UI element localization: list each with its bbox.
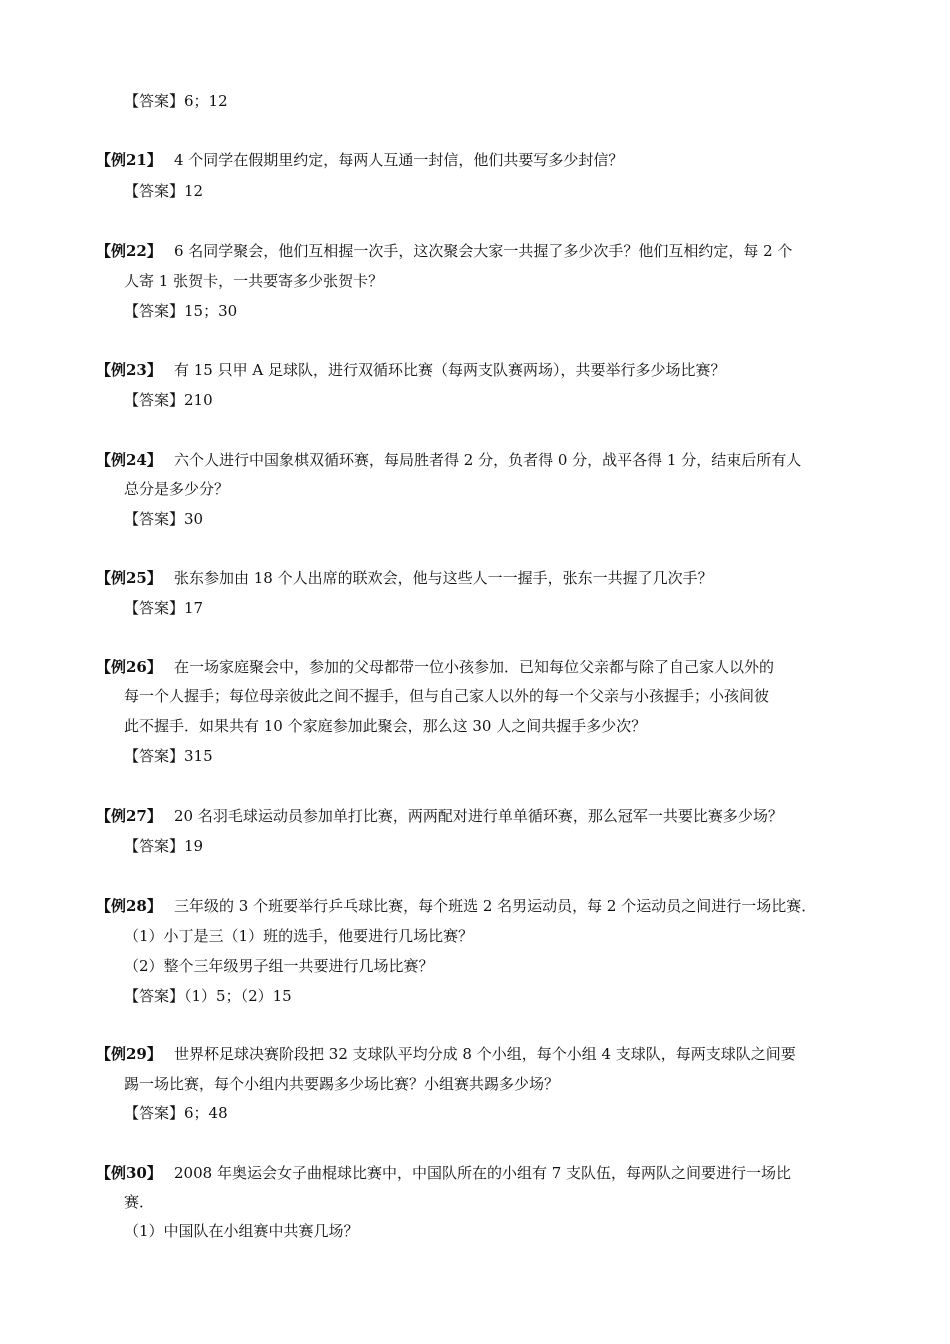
- example-28-answer: 【答案】（1）5；（2）15: [124, 987, 292, 1005]
- example-23-question-line-1: 有 15 只甲 A 足球队，进行双循环比赛（每两支队赛两场），共要举行多少场比赛？: [174, 361, 726, 379]
- example-21-answer: 【答案】12: [124, 182, 204, 200]
- example-24-label: 【例24】: [96, 451, 162, 469]
- example-29-label: 【例29】: [96, 1045, 162, 1063]
- example-24-question-line-2: 总分是多少分？: [124, 480, 230, 498]
- example-23-label: 【例23】: [96, 361, 162, 379]
- example-22-question-line-2: 人寄 1 张贺卡，一共要寄多少张贺卡？: [124, 272, 384, 290]
- example-22-question-line-1: 6 名同学聚会，他们互相握一次手，这次聚会大家一共握了多少次手？他们互相约定，每 2 个: [174, 242, 793, 260]
- example-24-question-line-1: 六个人进行中国象棋双循环赛，每局胜者得 2 分，负者得 0 分，战平各得 1 分，结束后所有人: [174, 451, 802, 469]
- example-22-answer: 【答案】15；30: [124, 302, 238, 320]
- example-30-question-line-2: 赛．: [124, 1193, 155, 1211]
- example-27-question-line-1: 20 名羽毛球运动员参加单打比赛，两两配对进行单单循环赛，那么冠军一共要比赛多少场？: [174, 807, 783, 825]
- example-21-label: 【例21】: [96, 151, 162, 169]
- answer-previous: 【答案】6；12: [124, 92, 228, 110]
- example-25-label: 【例25】: [96, 569, 162, 587]
- example-30-label: 【例30】: [96, 1164, 162, 1182]
- example-29-question-line-1: 世界杯足球决赛阶段把 32 支球队平均分成 8 个小组，每个小组 4 支球队，每两支球队之间要: [174, 1045, 796, 1063]
- example-28-question-line-1: 三年级的 3 个班要举行乒乓球比赛，每个班选 2 名男运动员，每 2 个运动员之间进行一场比赛．: [174, 897, 817, 915]
- example-21-question-line-1: 4 个同学在假期里约定，每两人互通一封信，他们共要写多少封信？: [174, 151, 624, 169]
- example-26-question-line-1: 在一场家庭聚会中，参加的父母都带一位小孩参加．已知每位父亲都与除了自己家人以外的: [174, 658, 775, 676]
- example-30-question-line-3: （1）中国队在小组赛中共赛几场？: [124, 1222, 359, 1240]
- example-26-label: 【例26】: [96, 658, 162, 676]
- example-23-answer: 【答案】210: [124, 391, 213, 409]
- example-26-question-line-3: 此不握手．如果共有 10 个家庭参加此聚会，那么这 30 人之间共握手多少次？: [124, 717, 647, 735]
- example-26-question-line-2: 每一个人握手；每位母亲彼此之间不握手，但与自己家人以外的每一个父亲与小孩握手；小孩间彼: [124, 687, 770, 705]
- example-30-question-line-1: 2008 年奥运会女子曲棍球比赛中，中国队所在的小组有 7 支队伍，每两队之间要进行一场比: [174, 1164, 792, 1182]
- example-27-label: 【例27】: [96, 807, 162, 825]
- example-27-answer: 【答案】19: [124, 837, 204, 855]
- example-28-question-line-2: （1）小丁是三（1）班的选手，他要进行几场比赛？: [124, 927, 474, 945]
- example-26-answer: 【答案】315: [124, 747, 213, 765]
- example-28-question-line-3: （2）整个三年级男子组一共要进行几场比赛？: [124, 957, 434, 975]
- example-22-label: 【例22】: [96, 242, 162, 260]
- example-28-label: 【例28】: [96, 897, 162, 915]
- example-29-question-line-2: 踢一场比赛，每个小组内共要踢多少场比赛？小组赛共踢多少场？: [124, 1075, 560, 1093]
- example-29-answer: 【答案】6；48: [124, 1104, 228, 1122]
- example-25-answer: 【答案】17: [124, 599, 204, 617]
- example-24-answer: 【答案】30: [124, 510, 204, 528]
- example-25-question-line-1: 张东参加由 18 个人出席的联欢会，他与这些人一一握手，张东一共握了几次手？: [174, 569, 713, 587]
